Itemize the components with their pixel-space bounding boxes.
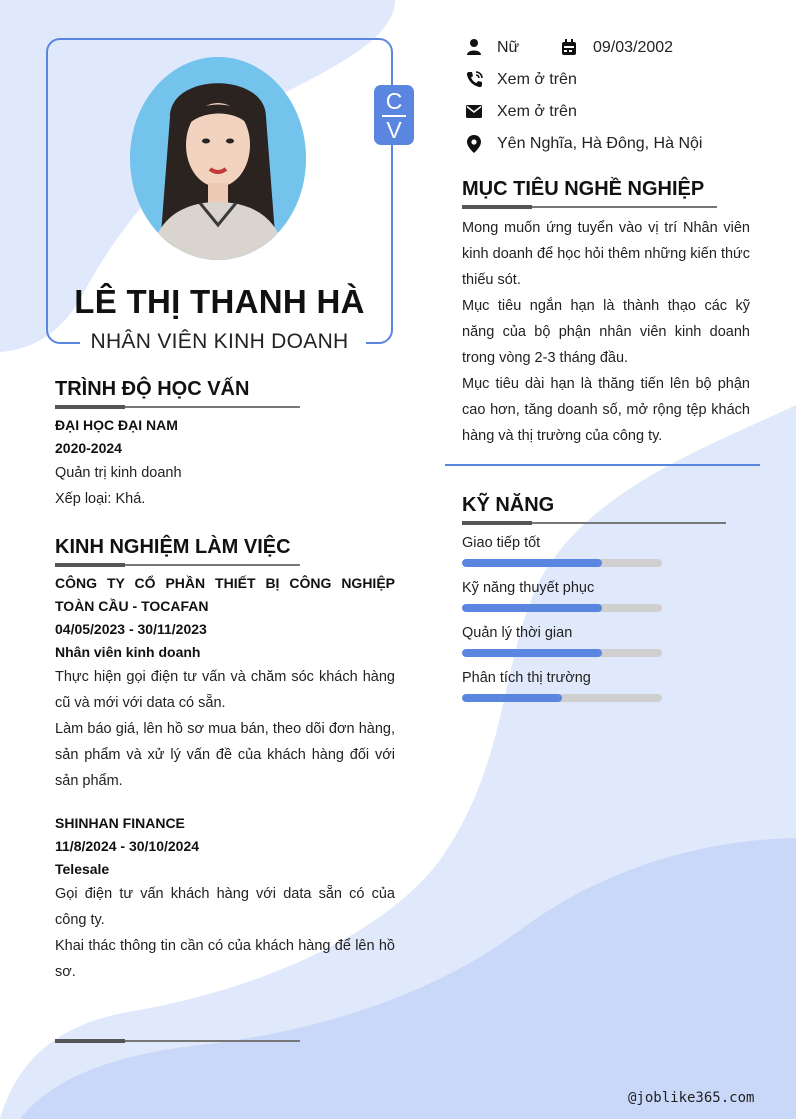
- skill-bar-fill: [462, 649, 602, 657]
- job-2-company: SHINHAN FINANCE: [55, 815, 185, 831]
- skills-heading-underline: [462, 522, 726, 524]
- location-pin-icon: [467, 135, 481, 153]
- skill-label: Giao tiếp tốt: [462, 535, 541, 551]
- job-1-company: CÔNG TY CỔ PHẦN THIẾT BỊ CÔNG NGHIỆP TOÀN CẦU - TOCAFAN: [55, 575, 395, 614]
- school-years: 2020-2024: [55, 440, 122, 456]
- job-1-desc-1: Thực hiện gọi điện tư vấn và chăm sóc khách hàng cũ và mới với data có sẵn.: [55, 669, 395, 711]
- footer-site: @joblike365.com: [628, 1090, 755, 1106]
- objective-paragraph-1: Mong muốn ứng tuyển vào vị trí Nhân viên kinh doanh để học hỏi thêm những kiến thức thiếu sót.: [462, 220, 750, 288]
- job-entry-1: [55, 572, 395, 794]
- left-column-end-rule: [55, 1040, 300, 1042]
- envelope-icon: [466, 105, 482, 118]
- job-2-desc-1: Gọi điện tư vấn khách hàng với data sẵn có của công ty.: [55, 886, 395, 928]
- skill-bar-fill: [462, 559, 602, 567]
- objective-paragraph-3: Mục tiêu dài hạn là thăng tiến lên bộ phận cao hơn, tăng doanh số, mở rộng tệp khách hàng và thị trường của công ty.: [462, 376, 750, 444]
- birthday-value: 09/03/2002: [593, 39, 674, 56]
- education-block: [55, 414, 395, 512]
- skill-label: Phân tích thị trường: [462, 670, 591, 686]
- school-grade: Xếp loại: Khá.: [55, 491, 146, 507]
- skill-bar-fill: [462, 604, 602, 612]
- education-heading-underline: [55, 406, 300, 408]
- skill-bar-track: [462, 604, 662, 612]
- school-name: ĐẠI HỌC ĐẠI NAM: [55, 417, 178, 433]
- job-1-desc-2: Làm báo giá, lên hồ sơ mua bán, theo dõi đơn hàng, sản phẩm và xử lý vấn đề của khách hàng đối với sản phẩm.: [55, 721, 395, 789]
- job-1-dates: 04/05/2023 - 30/11/2023: [55, 621, 207, 637]
- person-icon: [466, 38, 482, 56]
- calendar-icon: [561, 39, 577, 56]
- school-major: Quản trị kinh doanh: [55, 465, 182, 481]
- cv-badge-c: C: [385, 88, 403, 114]
- phone-icon: [466, 71, 483, 88]
- phone-value: Xem ở trên: [497, 71, 577, 88]
- cv-badge-v: V: [386, 117, 402, 143]
- objective-paragraph-2: Mục tiêu ngắn hạn là thành thạo các kỹ năng của bộ phận nhân viên kinh doanh trong vòng 2-3 tháng đầu.: [462, 298, 750, 366]
- skill-bar-track: [462, 559, 662, 567]
- objective-heading-underline: [462, 206, 717, 208]
- job-2-desc-2: Khai thác thông tin cần có của khách hàng để lên hồ sơ.: [55, 938, 395, 980]
- section-divider: [445, 464, 760, 466]
- address-value: Yên Nghĩa, Hà Đông, Hà Nội: [497, 135, 703, 152]
- skills-heading: KỸ NĂNG: [462, 494, 555, 516]
- job-entry-2: [55, 812, 395, 985]
- candidate-title: NHÂN VIÊN KINH DOANH: [90, 330, 349, 353]
- skill-label: Quản lý thời gian: [462, 625, 573, 641]
- skill-label: Kỹ năng thuyết phục: [462, 580, 595, 596]
- job-1-role: Nhân viên kinh doanh: [55, 644, 201, 660]
- skill-bar-fill: [462, 694, 562, 702]
- candidate-name: LÊ THỊ THANH HÀ: [74, 283, 365, 320]
- education-heading: TRÌNH ĐỘ HỌC VẤN: [55, 378, 250, 400]
- job-2-role: Telesale: [55, 861, 110, 877]
- skill-bar-track: [462, 649, 662, 657]
- experience-heading: KINH NGHIỆM LÀM VIỆC: [55, 536, 291, 558]
- job-2-dates: 11/8/2024 - 30/10/2024: [55, 838, 200, 854]
- profile-photo: [130, 57, 306, 260]
- objective-heading: MỤC TIÊU NGHỀ NGHIỆP: [462, 178, 705, 200]
- objective-block: [462, 215, 750, 449]
- cv-badge: [374, 85, 414, 145]
- skill-bar-track: [462, 694, 662, 702]
- gender-value: Nữ: [497, 39, 520, 56]
- experience-heading-underline: [55, 564, 300, 566]
- email-value: Xem ở trên: [497, 103, 577, 120]
